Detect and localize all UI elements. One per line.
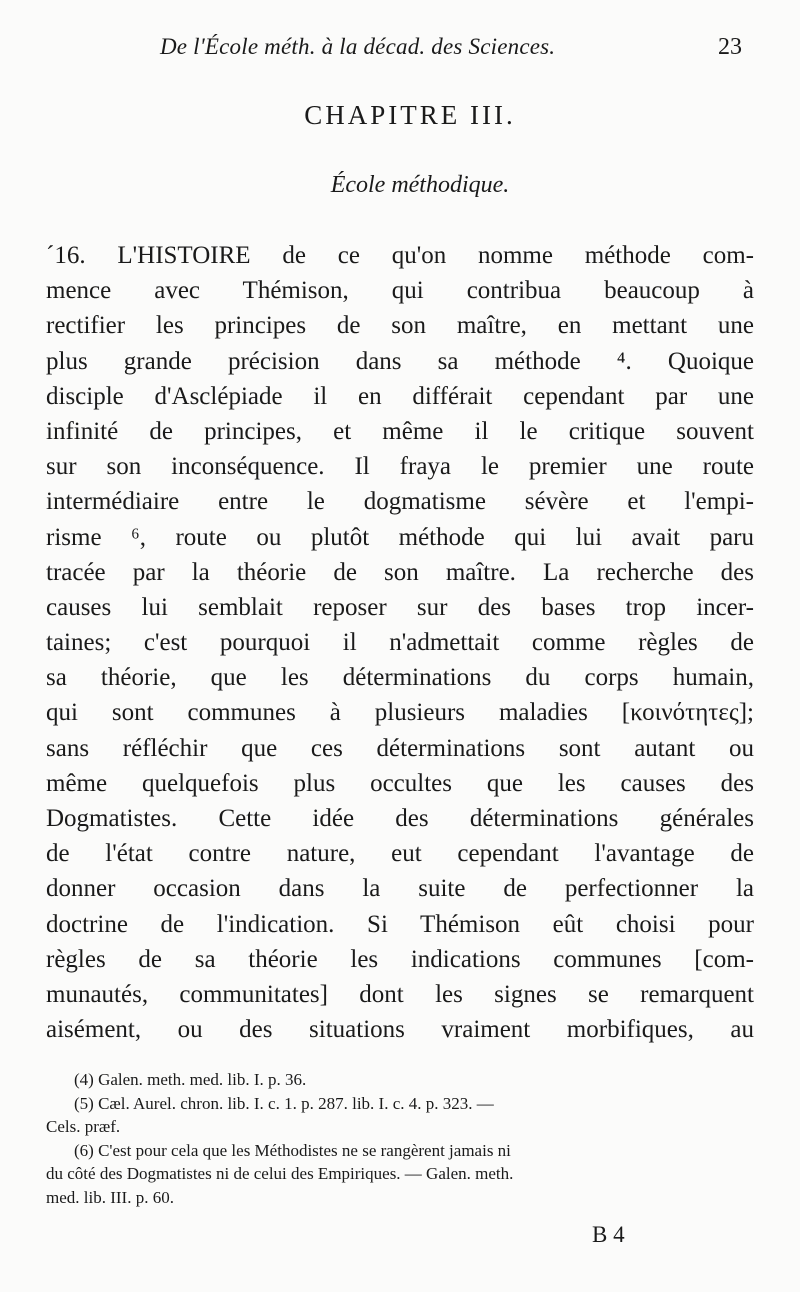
page-number: 23: [718, 34, 742, 60]
body-line: de l'état contre nature, eut cependant l'avantage de: [46, 840, 754, 868]
body-line: taines; c'est pourquoi il n'admettait comme règles de: [46, 629, 754, 657]
body-line: disciple d'Asclépiade il en différait cependant par une: [46, 382, 754, 410]
body-line: sans réfléchir que ces déterminations sont autant ou: [46, 734, 754, 762]
chapter-title: CHAPITRE III.: [304, 100, 516, 130]
footnote-5-continuation: Cels. præf.: [46, 1117, 121, 1136]
body-line: qui sont communes à plusieurs maladies [κοινότητες];: [46, 699, 754, 727]
body-line: sur son inconséquence. Il fraya le premier une route: [46, 453, 754, 481]
footnote-6-continuation: med. lib. III. p. 60.: [46, 1187, 174, 1207]
body-line: tracée par la théorie de son maître. La recherche des: [46, 558, 754, 586]
body-line: mence avec Thémison, qui contribua beaucoup à: [46, 277, 754, 305]
body-line: Dogmatistes. Cette idée des déterminations générales: [46, 805, 754, 832]
body-line: munautés, communitates] dont les signes se remarquent: [46, 980, 754, 1008]
body-line: intermédiaire entre le dogmatisme sévère et l'empi-: [46, 488, 754, 516]
body-line: sa théorie, que les déterminations du corps humain,: [46, 664, 754, 692]
footnote-5: (5) Cæl. Aurel. chron. lib. I. c. 1. p. 287. lib. I. c. 4. p. 323. —: [74, 1093, 494, 1113]
body-line: règles de sa théorie les indications communes [com-: [46, 945, 754, 973]
body-line: risme ⁶, route ou plutôt méthode qui lui avait paru: [46, 523, 754, 551]
body-line: ´16. L'HISTOIRE de ce qu'on nomme méthode com-: [46, 242, 754, 269]
body-line: rectifier les principes de son maître, en mettant une: [46, 312, 754, 340]
running-head: De l'École méth. à la décad. des Sciences.: [160, 34, 556, 59]
body-line: doctrine de l'indication. Si Thémison eût choisi pour: [46, 910, 754, 938]
body-line: aisément, ou des situations vraiment morbifiques, au: [46, 1016, 754, 1044]
footnote-4: (4) Galen. meth. med. lib. I. p. 36.: [74, 1070, 307, 1089]
section-title: École méthodique.: [330, 172, 510, 198]
body-line: même quelquefois plus occultes que les causes des: [46, 769, 754, 797]
body-text: [46, 238, 754, 1047]
footnote-6: (6) C'est pour cela que les Méthodistes ne se rangèrent jamais ni: [74, 1140, 511, 1160]
body-line: plus grande précision dans sa méthode ⁴. Quoique: [46, 347, 754, 375]
footnote-6-continuation: du côté des Dogmatistes ni de celui des Empiriques. — Galen. meth.: [46, 1164, 514, 1183]
signature-mark: B 4: [592, 1222, 625, 1247]
body-line: infinité de principes, et même il le critique souvent: [46, 417, 754, 445]
footnotes: [46, 1068, 754, 1209]
body-line: donner occasion dans la suite de perfectionner la: [46, 875, 754, 903]
body-line: causes lui semblait reposer sur des bases trop incer-: [46, 593, 754, 621]
